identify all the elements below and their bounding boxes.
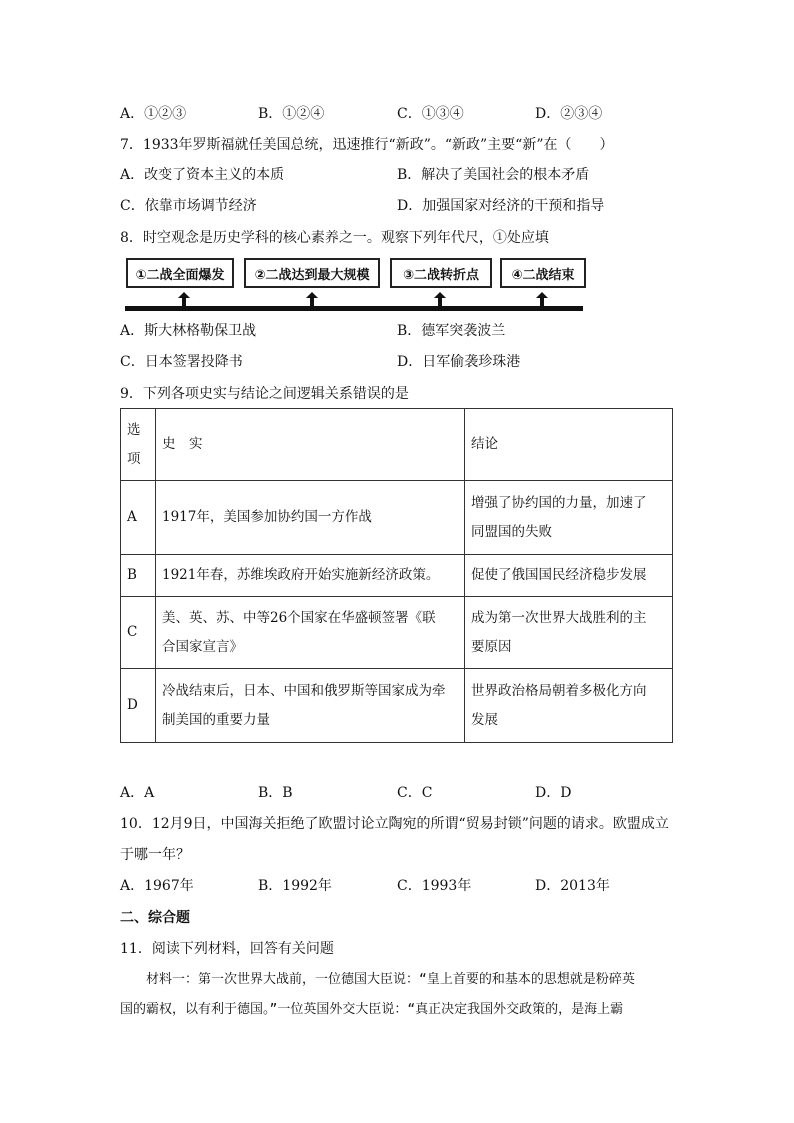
q11-material-line-2: 国的霸权，以有利于德国。”一位英国外交大臣说：“真正决定我国外交政策的，是海上霸 [120,1002,624,1017]
q10-option-b: B．1992年 [258,878,332,894]
q9-stem: 9．下列各项史实与结论之间逻辑关系错误的是 [120,386,409,402]
q7-option-b: B．解决了美国社会的根本矛盾 [397,167,590,183]
up-arrow-icon [306,292,318,306]
header-fact: 史 实 [156,409,465,481]
table-header-row [121,409,673,481]
q11-material-line-1: 材料一：第一次世界大战前，一位德国大臣说：“皇上首要的和基本的思想就是粉碎英 [120,972,635,987]
q6-option-b: B．①②④ [258,106,325,122]
q7-option-d: D．加强国家对经济的干预和指导 [397,198,605,214]
q6-option-c: C．①③④ [397,106,464,122]
q9-option-d: D．D [535,785,572,801]
q7-option-c: C．依靠市场调节经济 [120,198,257,214]
q9-option-b: B．B [258,785,293,801]
up-arrow-icon [434,292,446,306]
q10-stem-line-1: 10．12月9日，中国海关拒绝了欧盟讨论立陶宛的所谓“贸易封锁”问题的请求。欧盟成立 [120,816,669,832]
q8-option-c: C．日本签署投降书 [120,354,243,370]
timeline-box-4: ④二战结束 [500,258,586,288]
q9-option-c: C．C [397,785,433,801]
q8-option-b: B．德军突袭波兰 [397,323,506,339]
q10-option-d: D．2013年 [535,878,610,894]
q11-stem: 11．阅读下列材料，回答有关问题 [120,941,334,957]
up-arrow-icon [178,292,190,306]
q7-option-a: A．改变了资本主义的本质 [120,167,285,183]
q10-option-a: A．1967年 [120,878,194,894]
timeline-bar [125,306,583,311]
q9-option-a: A．A [120,785,155,801]
timeline-box-2: ②二战达到最大规模 [244,258,380,288]
timeline-box-1: ①二战全面爆发 [126,258,234,288]
q8-stem: 8．时空观念是历史学科的核心素养之一。观察下列年代尺，①处应填 [120,230,549,246]
section-title: 二、综合题 [120,910,190,926]
q7-stem: 7．1933年罗斯福就任美国总统，迅速推行“新政”。“新政”主要“新”在（ ） [120,137,614,153]
q10-stem-line-2: 于哪一年？ [120,847,190,863]
q8-option-d: D．日军偷袭珍珠港 [397,354,521,370]
table-row: A 1917年，美国参加协约国一方作战 增强了协约国的力量，加速了 同盟国的失败 [121,481,673,555]
up-arrow-icon [536,292,548,306]
q8-option-a: A．斯大林格勒保卫战 [120,323,257,339]
q10-option-c: C．1993年 [397,878,472,894]
header-conclusion: 结论 [465,409,673,481]
table-row: C 美、英、苏、中等26个国家在华盛顿签署《联 合国家宣言》 成为第一次世界大战胜利的主 要原因 [121,597,673,669]
table-row: B 1921年春，苏维埃政府开始实施新经济政策。 促使了俄国国民经济稳步发展 [121,555,673,597]
facts-table [120,408,673,743]
header-option: 选 项 [121,409,156,481]
table-row: D 冷战结束后，日本、中国和俄罗斯等国家成为牵 制美国的重要力量 世界政治格局朝着多极化方向 发展 [121,669,673,743]
timeline-box-3: ③二战转折点 [390,258,492,288]
q6-option-d: D．②③④ [535,106,603,122]
q6-option-a: A．①②③ [120,106,187,122]
